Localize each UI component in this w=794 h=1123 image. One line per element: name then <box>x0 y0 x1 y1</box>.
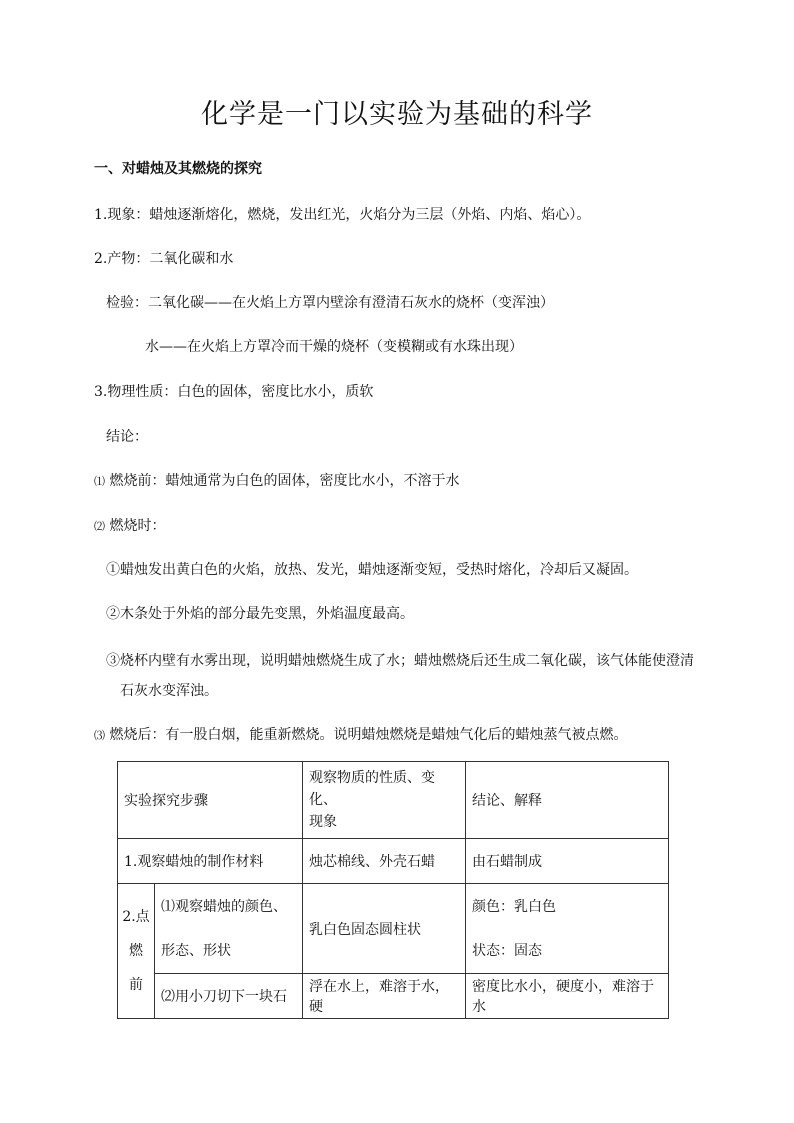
table-row <box>118 884 669 974</box>
item-number: ⑶ <box>94 729 105 742</box>
line-point-1: ①蜡烛发出黄白色的火焰，放热、发光，蜡烛逐渐变短，受热时熔化，冷却后又凝固。 <box>106 562 638 578</box>
cell-conclusion: 密度比水小，硬度小，难溶于水 <box>466 974 669 1019</box>
item-text: 燃烧后：有一股白烟，能重新燃烧。说明蜡烛燃烧是蜡烛气化后的蜡烛蒸气被点燃。 <box>109 727 628 743</box>
cell-step-line2: 形态、形状 <box>161 942 231 959</box>
cell-observation: 烛芯棉线、外壳石蜡 <box>303 839 466 884</box>
line-point-3-cont: 石灰水变浑浊。 <box>120 683 218 699</box>
page-title: 化学是一门以实验为基础的科学 <box>201 99 593 130</box>
line-test-co2: 检验：二氧化碳——在火焰上方罩内壁涂有澄清石灰水的烧杯（变浑浊） <box>106 295 554 311</box>
table-row <box>118 974 669 1019</box>
cell-observation: 浮在水上，难溶于水，硬 <box>303 974 466 1019</box>
item-text: 燃烧时： <box>109 518 166 534</box>
header-steps: 实验探究步骤 <box>118 762 303 839</box>
line-phenomenon: 1.现象：蜡烛逐渐熔化，燃烧，发出红光，火焰分为三层（外焰、内焰、焰心）。 <box>94 207 591 223</box>
item-number: ⑴ <box>94 475 105 488</box>
header-observations-line1: 观察物质的性质、变化、 <box>309 770 435 808</box>
header-observations <box>303 762 466 839</box>
line-after-burning <box>94 724 627 744</box>
group-label-2: 燃 <box>129 943 143 959</box>
cell-step: ⑵用小刀切下一块石 <box>155 974 303 1019</box>
header-conclusion: 结论、解释 <box>466 762 669 839</box>
cell-observation: 乳白色固态圆柱状 <box>303 884 466 974</box>
line-conclusion: 结论： <box>106 429 148 445</box>
item-text: 燃烧前：蜡烛通常为白色的固体，密度比水小，不溶于水 <box>109 473 460 489</box>
line-products: 2.产物：二氧化碳和水 <box>94 251 234 267</box>
group-label-1: 2.点 <box>122 909 150 925</box>
cell-conclusion-line2: 状态：固态 <box>472 942 542 959</box>
section-heading: 一、对蜡烛及其燃烧的探究 <box>94 161 262 177</box>
cell-step-line1: ⑴观察蜡烛的颜色、 <box>161 898 287 915</box>
group-label-3: 前 <box>129 977 143 993</box>
cell-step: 1.观察蜡烛的制作材料 <box>118 839 303 884</box>
header-observations-line2: 现象 <box>309 814 337 830</box>
cell-conclusion-line1: 颜色：乳白色 <box>472 898 556 915</box>
experiment-table <box>117 761 669 1019</box>
cell-group-before-ignition <box>118 884 155 1019</box>
line-physical-properties: 3.物理性质：白色的固体，密度比水小，质软 <box>94 384 374 400</box>
line-point-2: ②木条处于外焰的部分最先变黑，外焰温度最高。 <box>106 606 414 622</box>
cell-conclusion: 由石蜡制成 <box>466 839 669 884</box>
line-before-burning <box>94 470 459 490</box>
item-number: ⑵ <box>94 520 105 533</box>
line-during-burning <box>94 515 165 535</box>
table-header-row <box>118 762 669 839</box>
table-row <box>118 839 669 884</box>
cell-conclusion <box>466 884 669 974</box>
cell-step <box>155 884 303 974</box>
line-test-water: 水——在火焰上方罩冷而干燥的烧杯（变模糊或有水珠出现） <box>145 339 523 355</box>
line-point-3: ③烧杯内壁有水雾出现，说明蜡烛燃烧生成了水；蜡烛燃烧后还生成二氧化碳，该气体能使澄清 <box>106 653 694 669</box>
